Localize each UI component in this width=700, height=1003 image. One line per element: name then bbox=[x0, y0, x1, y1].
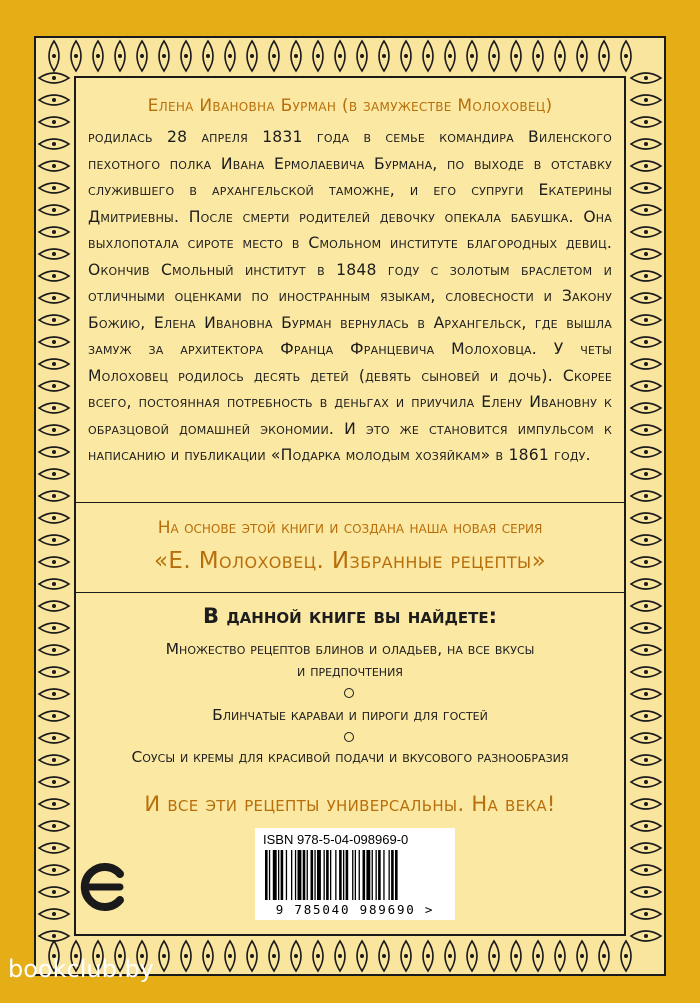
series-intro: На основе этой книги и создана наша новая серия bbox=[157, 518, 543, 538]
series-title: «Е. Молоховец. Избранные рецепты» bbox=[153, 548, 547, 574]
eksmo-logo-icon bbox=[80, 862, 126, 916]
find-item-1-cont: и предпочтения bbox=[297, 662, 403, 680]
find-title: В данной книге вы найдете: bbox=[203, 604, 497, 628]
barcode-digits: 9 785040 989690 > bbox=[275, 902, 435, 917]
watermark: bookclub.by bbox=[8, 955, 154, 983]
find-item-1: Множество рецептов блинов и оладьев, на все вкусы bbox=[165, 640, 535, 658]
barcode-bars bbox=[265, 850, 445, 902]
closing-line: И все эти рецепты универсальны. На века! bbox=[144, 792, 556, 816]
bullet-icon bbox=[344, 732, 354, 742]
barcode bbox=[255, 828, 455, 920]
bullet-icon bbox=[344, 688, 354, 698]
find-item-2: Блинчатые караваи и пироги для гостей bbox=[212, 706, 488, 724]
bio-text: родилась 28 апреля 1831 года в семье командира Виленского пехотного полка Ивана Ермолаевича Бурмана, по выходе в отставку служившего в архангельской таможне, и его супруги Екатерины Дмитриевны. После смерти родителей девочку опекала бабушка. Она выхлопотала сироте место в Смольном институте благородных девиц. Окончив Смольный институт в 1848 году с золотым браслетом и отличными оценками по иностранным языкам, словесности и Закону Божию, Елена Ивановна Бурман вернулась в Архангельск, где вышла замуж за архитектора Франца Францевича Молоховца. У четы Молоховец родилось десять детей (девять сыновей и дочь). Скорее всего, постоянная потребность в деньгах и приучила Елену Ивановну к образцовой домашней экономии. И это же становится импульсом к написанию и публикации «Подарка молодым хозяйкам» в 1861 году. bbox=[88, 128, 612, 464]
find-item-3: Соусы и кремы для красивой подачи и вкусового разнообразия bbox=[131, 748, 569, 766]
divider-top bbox=[74, 502, 626, 503]
divider-bottom bbox=[74, 592, 626, 593]
bio-title: Елена Ивановна Бурман (в замужестве Молоховец) bbox=[147, 96, 553, 116]
isbn-label: ISBN 978-5-04-098969-0 bbox=[263, 832, 409, 847]
